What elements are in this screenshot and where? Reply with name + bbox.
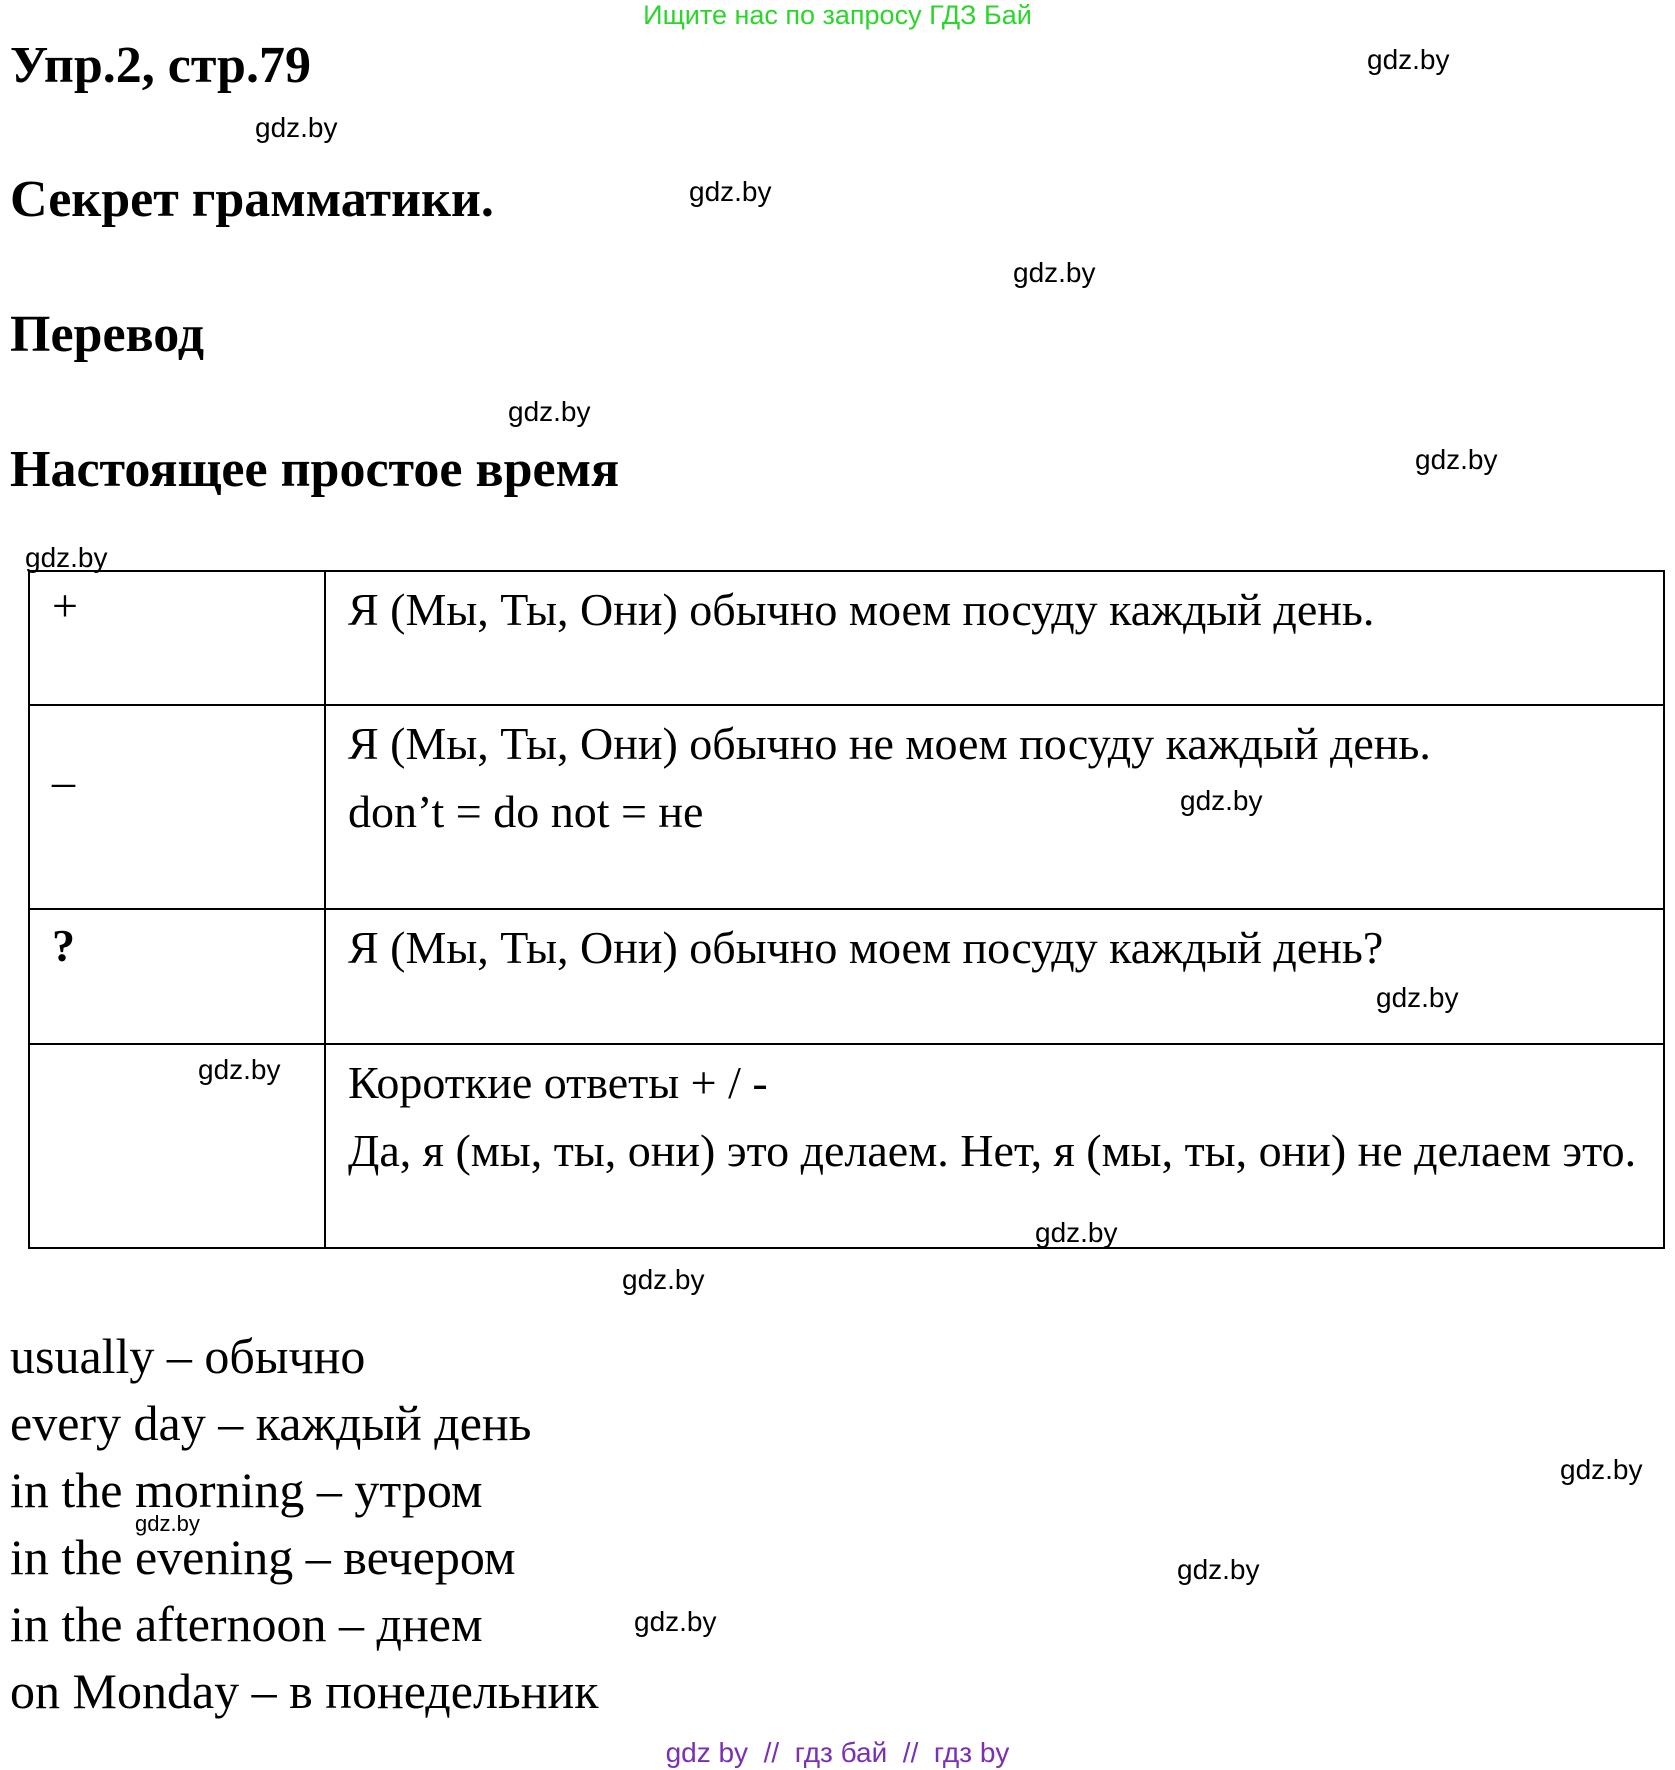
- vocab-item: in the afternoon – днем: [10, 1596, 483, 1652]
- table-row: [29, 909, 1664, 1044]
- vocab-item: on Monday – в понедельник: [10, 1663, 599, 1719]
- watermark: gdz.by: [198, 1054, 281, 1085]
- symbol-cell: [29, 909, 325, 1044]
- bottom-banner: gdz by // гдз бай // гдз by: [665, 1737, 1010, 1768]
- watermark: gdz.by: [1013, 257, 1096, 288]
- question-sentence: Я (Мы, Ты, Они) обычно моем посуду каждый день?: [348, 922, 1384, 973]
- vocab-item: in the morning – утром: [10, 1462, 483, 1518]
- question-symbol: ?: [52, 920, 75, 971]
- watermark: gdz.by: [1367, 44, 1450, 75]
- watermark: gdz.by: [1177, 1554, 1260, 1585]
- sentence-cell: [325, 909, 1664, 1044]
- affirmative-sentence: Я (Мы, Ты, Они) обычно моем посуду каждый день.: [348, 584, 1375, 635]
- symbol-cell: [29, 705, 325, 909]
- watermark: gdz.by: [1415, 444, 1498, 475]
- watermark: gdz.by: [25, 542, 108, 573]
- sentence-cell: [325, 1044, 1664, 1248]
- vocab-item: every day – каждый день: [10, 1395, 532, 1451]
- vocab-item: usually – обычно: [10, 1328, 366, 1384]
- watermark: gdz.by: [689, 176, 772, 207]
- table-row: [29, 705, 1664, 909]
- table-row: [29, 571, 1664, 705]
- symbol-cell: [29, 571, 325, 705]
- watermark: gdz.by: [1376, 982, 1459, 1013]
- sentence-cell: [325, 571, 1664, 705]
- plus-symbol: +: [52, 580, 78, 631]
- watermark: gdz.by: [1180, 785, 1263, 816]
- tense-heading: Настоящее простое время: [10, 441, 620, 498]
- watermark: gdz.by: [135, 1511, 200, 1536]
- translation-heading: Перевод: [10, 306, 205, 363]
- section-title: Секрет грамматики.: [10, 171, 494, 228]
- short-answers: Да, я (мы, ты, они) это делаем. Нет, я (мы, ты, они) не делаем это.: [348, 1125, 1637, 1176]
- negative-note: don’t = do not = не: [348, 786, 704, 837]
- watermark: gdz.by: [1560, 1454, 1643, 1485]
- symbol-cell: [29, 1044, 325, 1248]
- grammar-table: [28, 570, 1665, 1249]
- sentence-cell: [325, 705, 1664, 909]
- exercise-title: Упр.2, стр.79: [10, 37, 311, 94]
- short-answers-title: Короткие ответы + / -: [348, 1057, 768, 1108]
- top-banner: Ищите нас по запросу ГДЗ Бай: [643, 0, 1032, 30]
- watermark: gdz.by: [1035, 1217, 1118, 1248]
- vocab-item: in the evening – вечером: [10, 1529, 516, 1585]
- watermark: gdz.by: [622, 1264, 705, 1295]
- watermark: gdz.by: [255, 112, 338, 143]
- negative-sentence: Я (Мы, Ты, Они) обычно не моем посуду каждый день.: [348, 718, 1431, 769]
- minus-symbol: _: [52, 740, 75, 791]
- watermark: gdz.by: [634, 1606, 717, 1637]
- watermark: gdz.by: [508, 396, 591, 427]
- vocabulary-list: [10, 1323, 599, 1725]
